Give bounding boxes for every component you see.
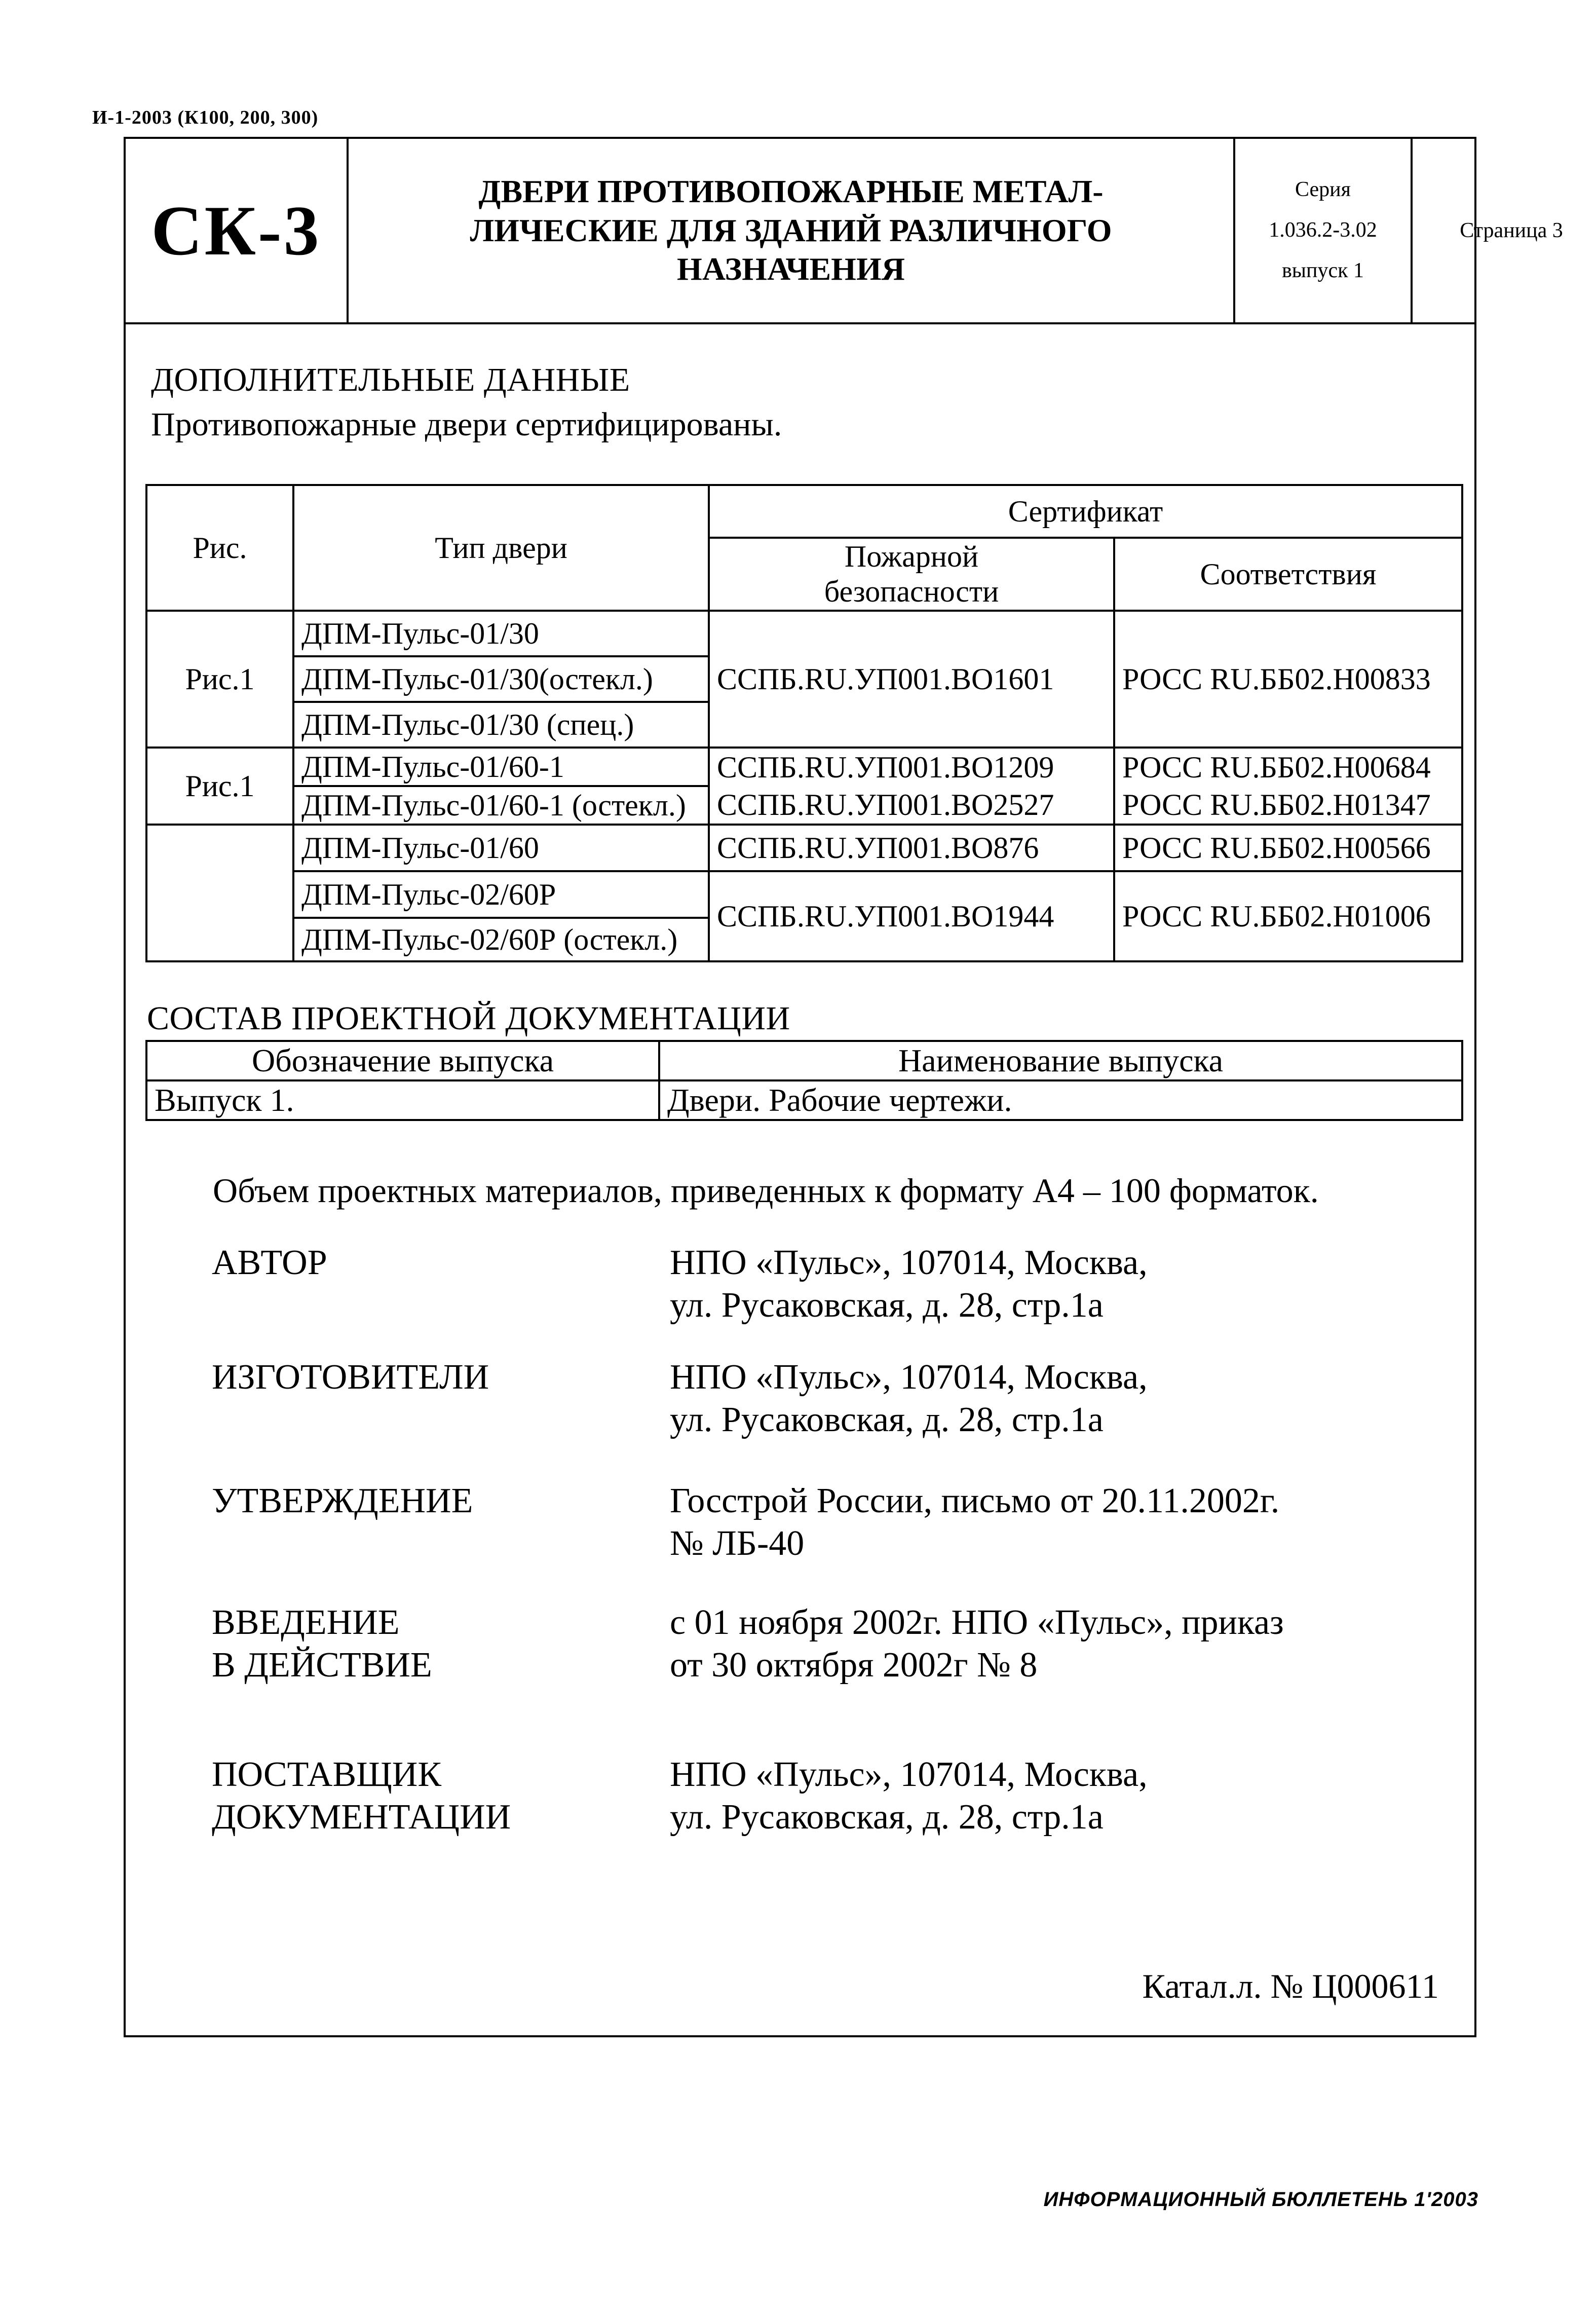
door-type-cell: ДПМ-Пульс-01/60 [293,825,709,871]
makers-value [670,1356,1148,1441]
value-line: НПО «Пульс», 107014, Москва, [670,1358,1148,1397]
volume-text: Объем проектных материалов, приведенных к формату А4 – 100 форматок. [213,1171,1319,1210]
door-type-cell: ДПМ-Пульс-01/60-1 (остекл.) [293,786,709,825]
bulletin-footer: ИНФОРМАЦИОННЫЙ БЮЛЛЕТЕНЬ 1'2003 [1043,2188,1478,2211]
header-issue-name: Наименование выпуска [659,1041,1462,1080]
table-row [146,748,1462,786]
label-line: В ДЕЙСТВИЕ [212,1646,432,1685]
header-door-type: Тип двери [293,485,709,611]
door-type-cell: ДПМ-Пульс-02/60Р [293,871,709,918]
header-conformity: Соответствия [1114,538,1462,611]
value-line: с 01 ноября 2002г. НПО «Пульс», приказ [670,1603,1284,1642]
fire-cert-cell: ССПБ.RU.УП001.ВО1209 [709,748,1114,786]
series-number: 1.036.2-3.02 [1269,218,1377,242]
conformity-cert-cell: РОСС RU.ББ02.Н01006 [1114,871,1462,961]
author-value [670,1242,1148,1327]
document-title [349,139,1235,322]
section-code: СК-3 [126,139,349,322]
fire-cert-cell: ССПБ.RU.УП001.ВО2527 [709,786,1114,825]
fire-cert-cell: ССПБ.RU.УП001.ВО1601 [709,611,1114,748]
fig-cell: Рис.1 [146,748,293,825]
fig-cell-empty [146,871,293,961]
approval-value [670,1480,1279,1565]
approval-label: УТВЕРЖДЕНИЕ [212,1481,473,1520]
supplier-label [212,1753,511,1839]
fig-cell-empty [146,825,293,871]
value-line: НПО «Пульс», 107014, Москва, [670,1243,1148,1282]
label-line: ДОКУМЕНТАЦИИ [212,1798,511,1837]
title-line: НАЗНАЧЕНИЯ [677,251,905,287]
catalog-number: Катал.л. № Ц000611 [1142,1967,1439,2005]
door-type-cell: ДПМ-Пульс-01/30(остекл.) [293,656,709,702]
certified-text: Противопожарные двери сертифицированы. [151,406,782,443]
header-certificate: Сертификат [709,485,1462,538]
issue-label: выпуск 1 [1281,258,1364,282]
label-line: ПОСТАВЩИК [212,1755,442,1794]
issue-name-cell: Двери. Рабочие чертежи. [659,1080,1462,1120]
fig-cell: Рис.1 [146,611,293,748]
header-fire-safety [709,538,1114,611]
makers-label: ИЗГОТОВИТЕЛИ [212,1358,489,1397]
value-line: ул. Русаковская, д. 28, стр.1а [670,1286,1104,1325]
series-label: Серия [1295,178,1351,202]
fire-cert-cell: ССПБ.RU.УП001.ВО876 [709,825,1114,871]
table-row [146,1041,1462,1080]
document-code: И-1-2003 (К100, 200, 300) [92,107,319,128]
table-row [146,871,1462,918]
conformity-cert-cell: РОСС RU.ББ02.Н00684 [1114,748,1462,786]
page-number: Страница 3 [1460,219,1563,242]
title-line: ЛИЧЕСКИЕ ДЛЯ ЗДАНИЙ РАЗЛИЧНОГО [470,212,1112,248]
table-row [146,786,1462,825]
composition-heading: СОСТАВ ПРОЕКТНОЙ ДОКУМЕНТАЦИИ [147,1000,790,1037]
header-issue-code: Обозначение выпуска [146,1041,659,1080]
table-row [146,1080,1462,1120]
conformity-cert-cell: РОСС RU.ББ02.Н00833 [1114,611,1462,748]
header-fig: Рис. [146,485,293,611]
certificate-table [145,484,1463,962]
title-line: ДВЕРИ ПРОТИВОПОЖАРНЫЕ МЕТАЛ- [478,173,1104,209]
enactment-label [212,1601,432,1687]
door-type-cell: ДПМ-Пульс-01/30 [293,611,709,656]
fire-cert-cell: ССПБ.RU.УП001.ВО1944 [709,871,1114,961]
value-line: № ЛБ-40 [670,1524,805,1563]
conformity-cert-cell: РОСС RU.ББ02.Н01347 [1114,786,1462,825]
door-type-cell: ДПМ-Пульс-01/30 (спец.) [293,702,709,748]
value-line: ул. Русаковская, д. 28, стр.1а [670,1400,1104,1439]
door-type-cell: ДПМ-Пульс-02/60Р (остекл.) [293,918,709,961]
header-fire-line: Пожарной [844,540,979,573]
value-line: ул. Русаковская, д. 28, стр.1а [670,1798,1104,1837]
supplier-value [670,1753,1148,1839]
title-block [124,137,1563,324]
author-label: АВТОР [212,1243,327,1282]
issue-code-cell: Выпуск 1. [146,1080,659,1120]
table-row [146,825,1462,871]
enactment-value [670,1601,1284,1687]
additional-data-heading: ДОПОЛНИТЕЛЬНЫЕ ДАННЫЕ [151,361,630,398]
header-fire-line: безопасности [824,575,999,608]
table-row [146,611,1462,656]
conformity-cert-cell: РОСС RU.ББ02.Н00566 [1114,825,1462,871]
value-line: НПО «Пульс», 107014, Москва, [670,1755,1148,1794]
series-cell [1235,139,1413,322]
label-line: ВВЕДЕНИЕ [212,1603,400,1642]
door-type-cell: ДПМ-Пульс-01/60-1 [293,748,709,786]
value-line: от 30 октября 2002г № 8 [670,1646,1038,1685]
value-line: Госстрой России, письмо от 20.11.2002г. [670,1481,1280,1520]
composition-table [145,1040,1463,1121]
